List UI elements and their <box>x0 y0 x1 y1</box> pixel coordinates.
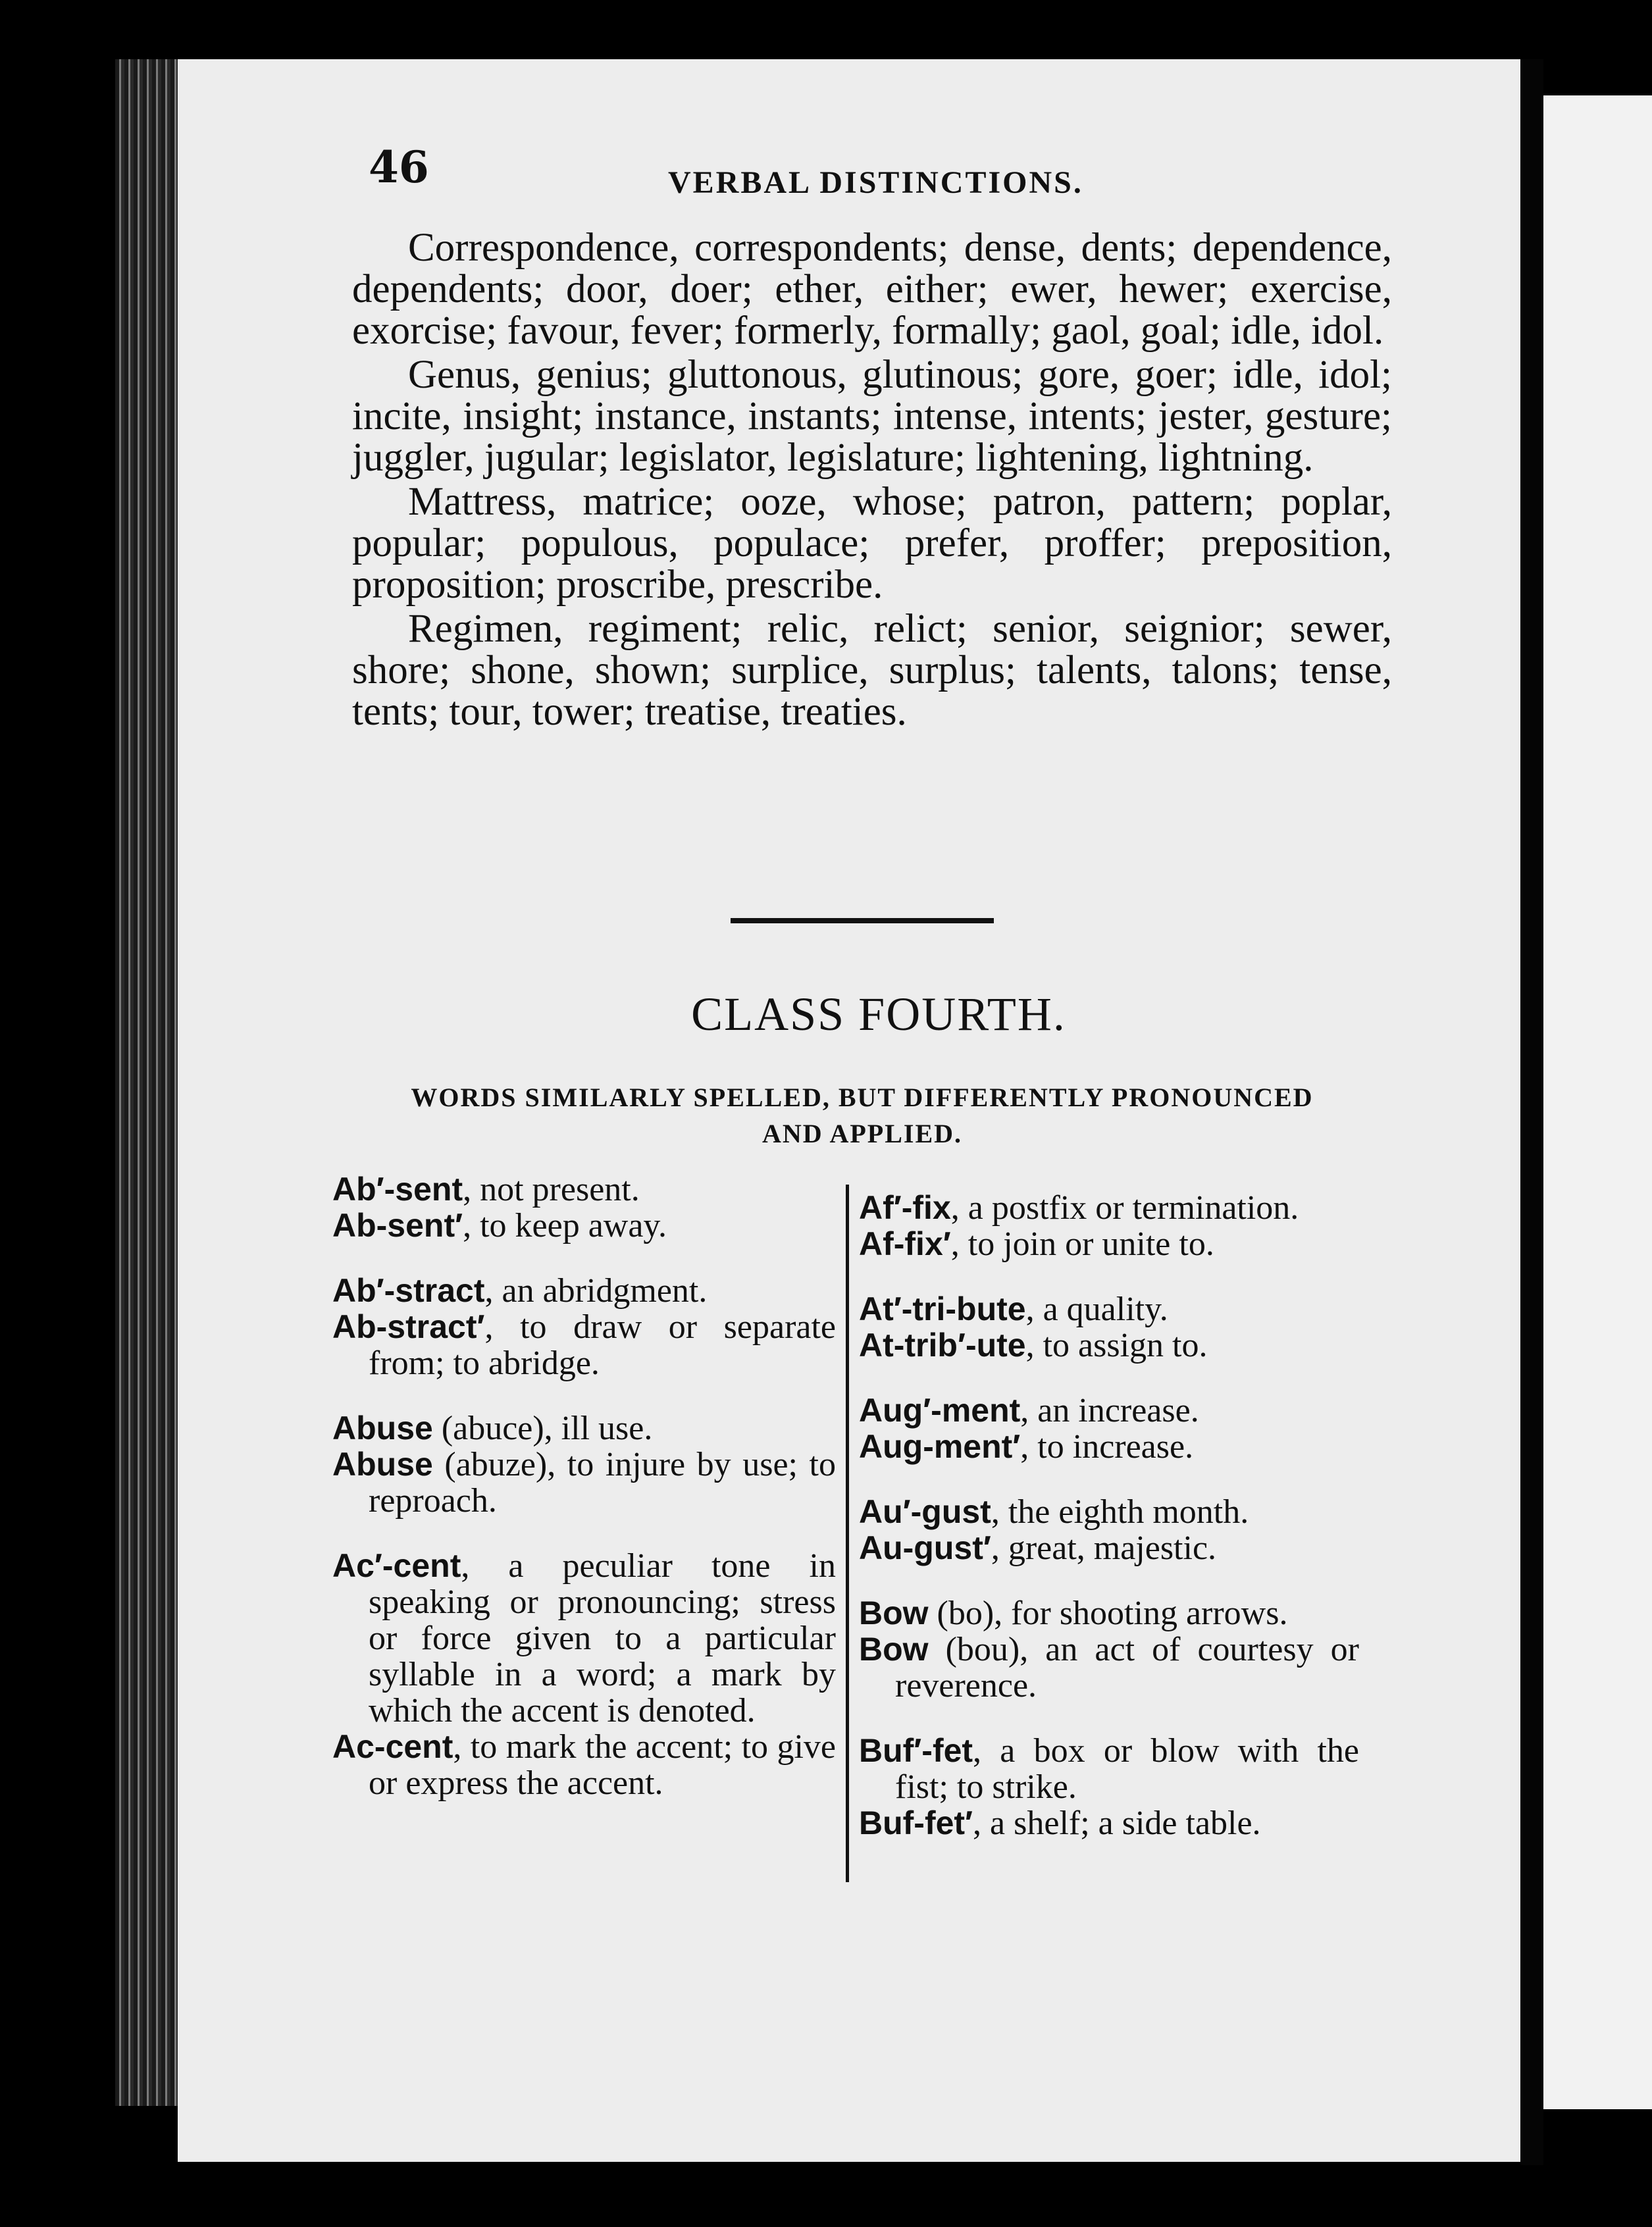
definition: , a shelf; a side table. <box>973 1805 1261 1842</box>
definition: , great, majestic. <box>991 1529 1217 1567</box>
paragraph: Mattress, matrice; ooze, whose; patron, pattern; poplar, popular; populous, populace; prefer, proffer; preposition, proposition; proscribe, prescribe. <box>352 480 1392 607</box>
dictionary-entry <box>332 1410 836 1446</box>
definition: (bou), an act of courtesy or reverence. <box>895 1631 1359 1704</box>
headword: Ab′-sent <box>332 1171 463 1208</box>
running-head: VERBAL DISTINCTIONS. <box>668 165 1083 200</box>
headword: Abuse <box>332 1446 433 1483</box>
headword: Ac′-cent <box>332 1547 461 1584</box>
definition: (bo), for shooting arrows. <box>928 1595 1288 1632</box>
dictionary-entry <box>859 1291 1359 1327</box>
subtitle-line: AND APPLIED. <box>761 1119 963 1148</box>
dictionary-entry <box>859 1494 1359 1530</box>
definition: , an abridgment. <box>484 1272 708 1310</box>
section-title: CLASS FOURTH. <box>691 988 1066 1040</box>
definition: , to draw or separate from; to abridge. <box>369 1308 836 1382</box>
headword: Af′-fix <box>859 1189 951 1226</box>
dictionary-entry <box>859 1733 1359 1805</box>
headword: Ab-sent′ <box>332 1207 463 1244</box>
dictionary-entry <box>859 1530 1359 1566</box>
facing-page-edge <box>1543 95 1652 2109</box>
page-header <box>369 135 1435 214</box>
definition: , to keep away. <box>463 1207 667 1244</box>
dictionary-entry <box>859 1393 1359 1429</box>
dictionary-entry <box>332 1273 836 1309</box>
paragraph: Regimen, regiment; relic, relict; senior, seignior; sewer, shore; shone, shown; surplice, surplus; talents, talons; tense, tents; tour, tower; treatise, treaties. <box>352 607 1392 734</box>
column-divider <box>846 1185 849 1882</box>
definition: (abuce), ill use. <box>432 1410 653 1447</box>
headword: Aug-ment′ <box>859 1428 1021 1465</box>
dictionary-entry <box>859 1190 1359 1226</box>
definition: (abuze), to injure by use; to reproach. <box>369 1446 836 1520</box>
page-number: 46 <box>369 141 429 193</box>
dictionary-entry <box>332 1171 836 1208</box>
section-subtitle <box>342 1079 1382 1152</box>
definition: , the eighth month. <box>991 1493 1249 1531</box>
paragraph: Correspondence, correspondents; dense, dents; dependence, dependents; door, doer; ether, either; ewer, hewer; exercise, exorcise; favour, fever; formerly, formally; gaol, goal; idle, idol. <box>352 226 1392 353</box>
definition: , an increase. <box>1020 1392 1199 1429</box>
definition: , a postfix or termination. <box>950 1189 1299 1227</box>
section-divider-rule <box>731 918 994 923</box>
definition: , to increase. <box>1020 1428 1194 1466</box>
definition: , a quality. <box>1025 1291 1168 1328</box>
book-page-edges <box>115 59 188 2106</box>
dictionary-entry <box>859 1429 1359 1465</box>
definition: , to assign to. <box>1025 1327 1208 1364</box>
headword: Abuse <box>332 1410 433 1446</box>
headword: At-trib′-ute <box>859 1327 1026 1364</box>
headword: Aug′-ment <box>859 1392 1021 1429</box>
dictionary-entry <box>859 1595 1359 1631</box>
dictionary-entry <box>332 1208 836 1244</box>
headword: Buf-fet′ <box>859 1805 973 1841</box>
headword: At′-tri-bute <box>859 1291 1026 1327</box>
headword: Bow <box>859 1595 929 1631</box>
dictionary-entry <box>859 1631 1359 1704</box>
headword: Au-gust′ <box>859 1529 991 1566</box>
headword: Buf′-fet <box>859 1732 973 1769</box>
subtitle-line: WORDS SIMILARLY SPELLED, BUT DIFFERENTLY PRONOUNCED <box>411 1083 1314 1112</box>
headword: Au′-gust <box>859 1493 991 1530</box>
dictionary-entry <box>859 1327 1359 1364</box>
definition: , not present. <box>463 1171 640 1208</box>
definition: , a peculiar tone in speaking or pronouncing; stress or force given to a particular syllable in a word; a mark by which the accent is denoted. <box>369 1547 836 1729</box>
dictionary-entry <box>859 1805 1359 1841</box>
definition: , a box or blow with the fist; to strike. <box>895 1732 1359 1806</box>
dictionary-entry <box>332 1548 836 1729</box>
dictionary-entry <box>332 1446 836 1519</box>
paragraph: Genus, genius; gluttonous, glutinous; gore, goer; idle, idol; incite, insight; instance, instants; intense, intents; jester, gesture; juggler, jugular; legislator, legislature; lightening, lightning. <box>352 353 1392 480</box>
dictionary-entry <box>332 1729 836 1801</box>
left-column <box>332 1171 836 1801</box>
headword: Ab′-stract <box>332 1272 485 1309</box>
definition: , to join or unite to. <box>950 1225 1214 1263</box>
headword: Ab-stract′ <box>332 1308 485 1345</box>
headword: Bow <box>859 1631 929 1668</box>
dictionary-entry <box>859 1226 1359 1262</box>
dictionary-entry <box>332 1309 836 1381</box>
headword: Ac-cent <box>332 1728 453 1765</box>
right-column <box>859 1190 1359 1841</box>
book-gutter <box>1520 59 1543 2165</box>
word-list-paragraphs <box>352 227 1392 735</box>
headword: Af-fix′ <box>859 1225 951 1262</box>
definition: , to mark the accent; to give or express the accent. <box>369 1728 836 1802</box>
